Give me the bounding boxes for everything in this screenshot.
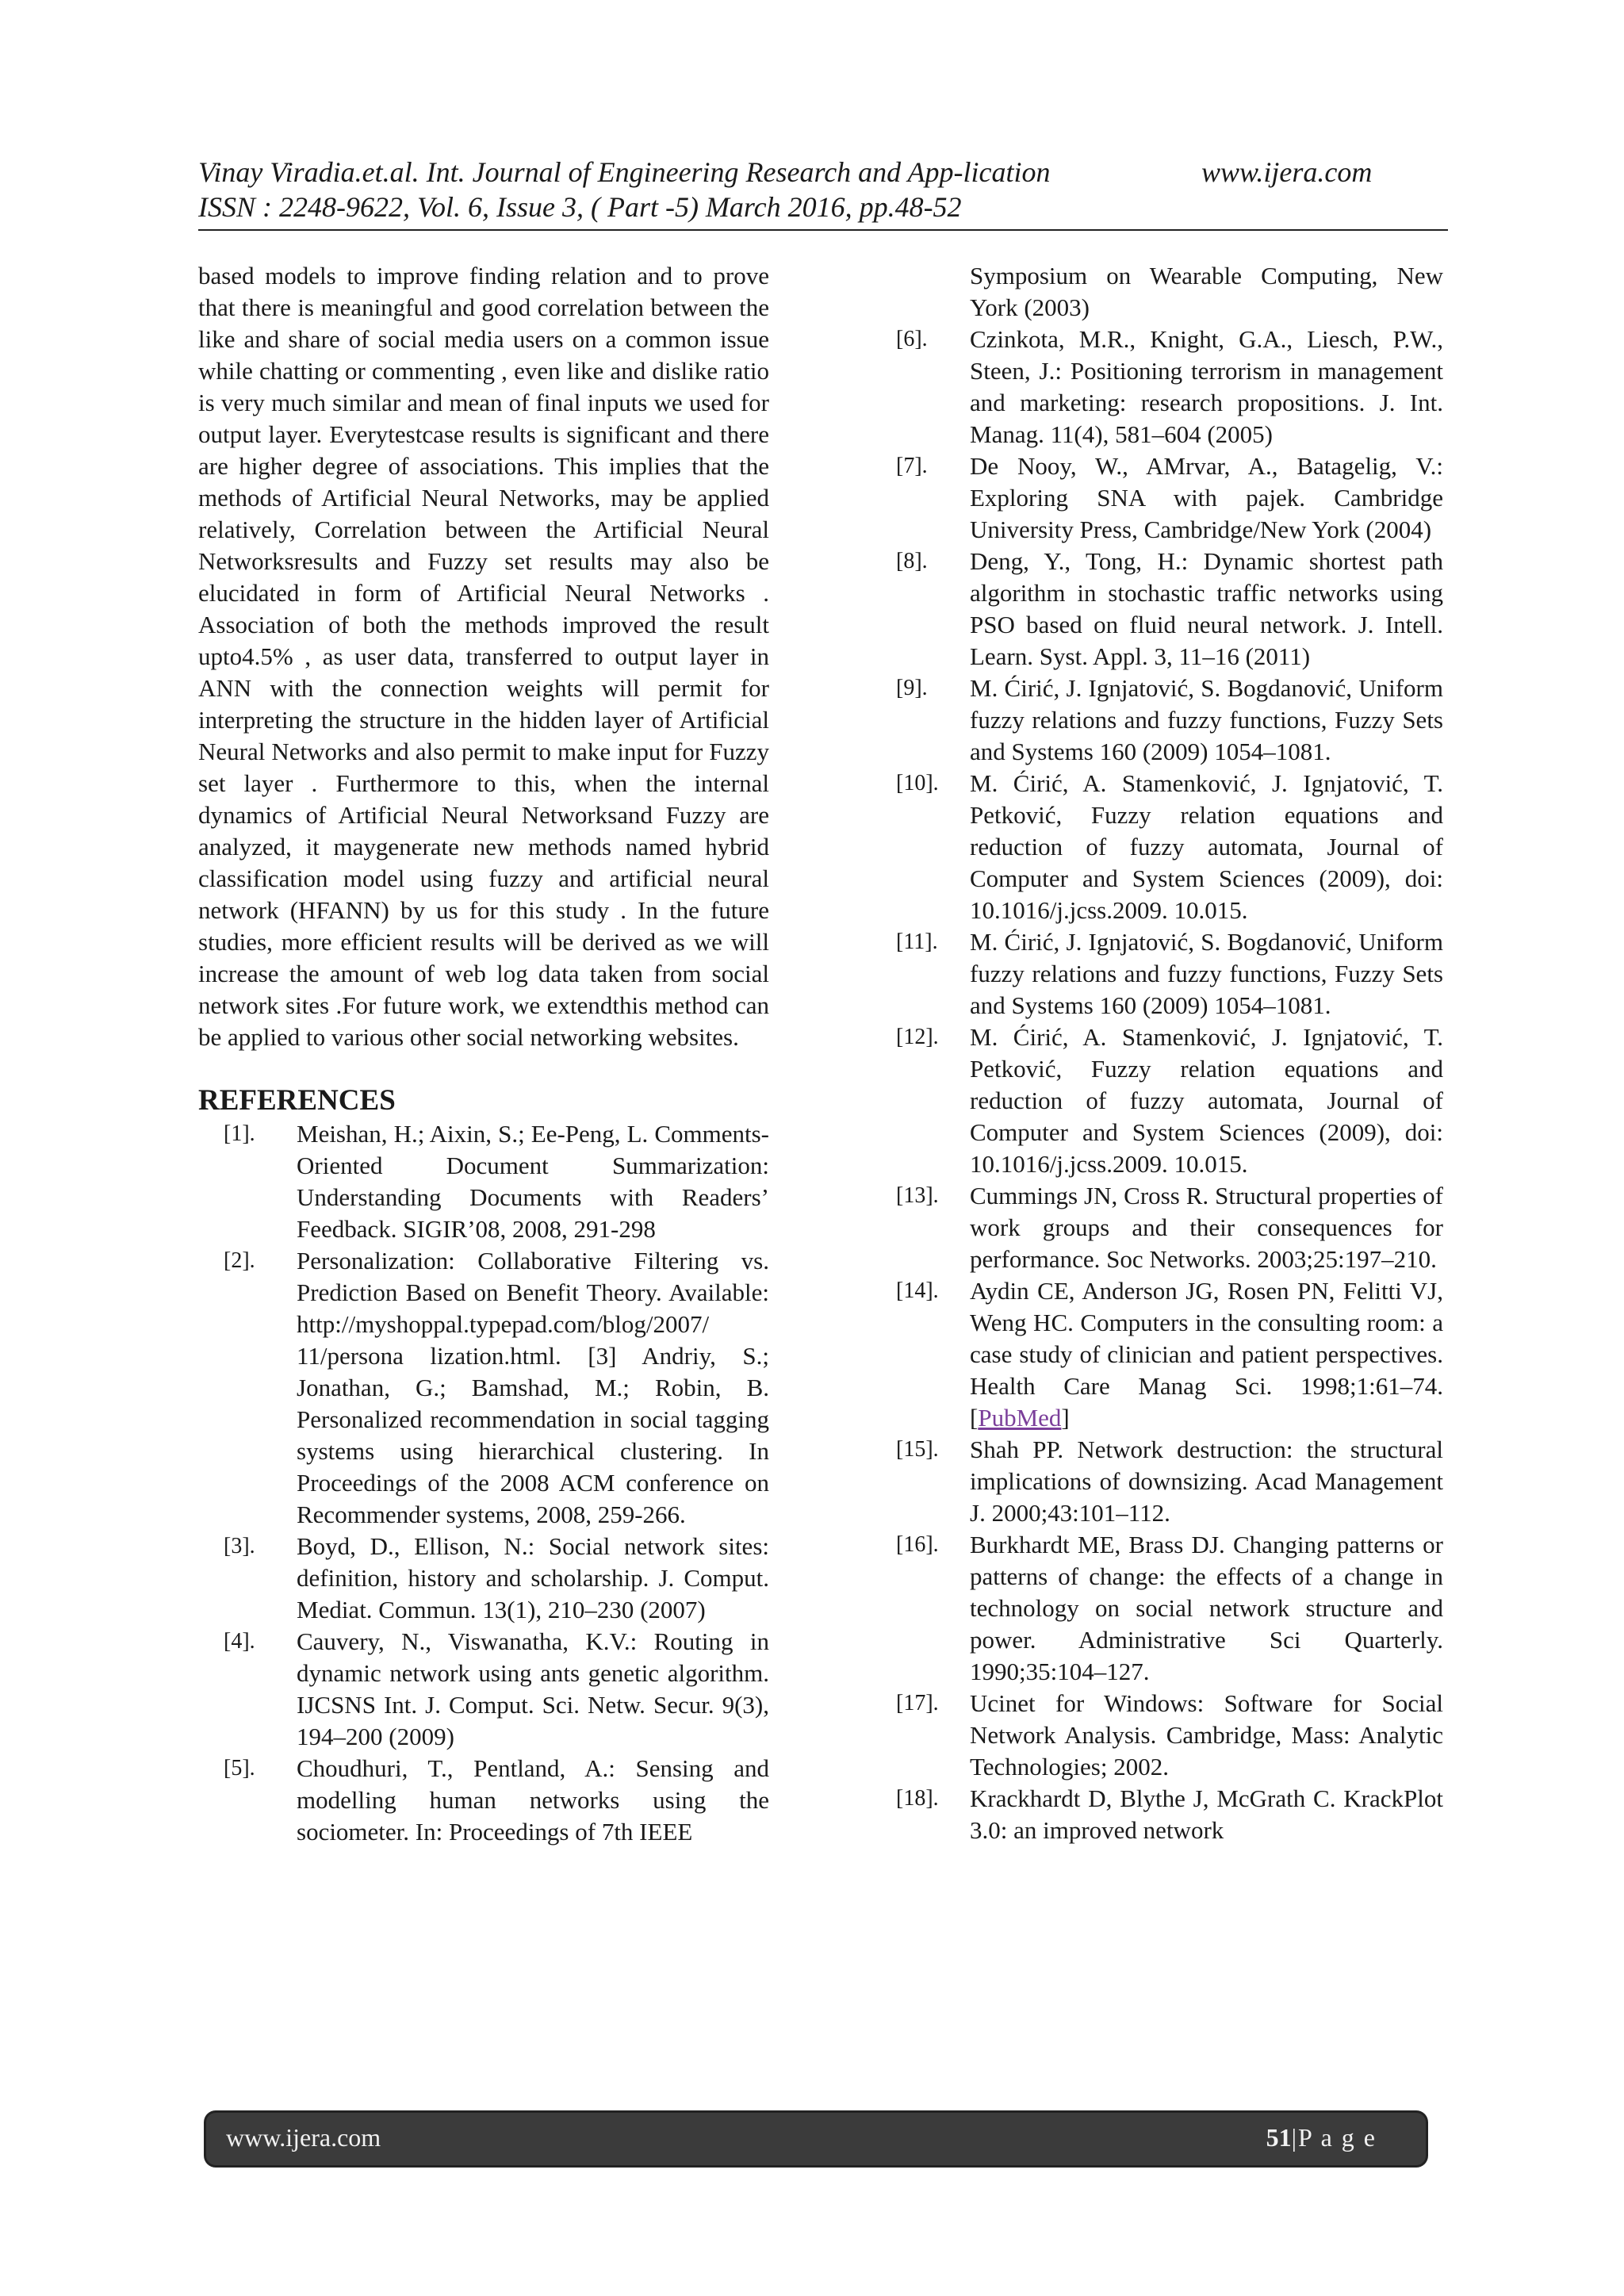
reference-number: [13]. — [896, 1183, 939, 1208]
reference-text — [970, 1275, 1443, 1434]
conclusion-paragraph: based models to improve finding relation and to prove that there is meaningful and good correlation between the like and share of social media users on a common issue while chatting or commenting , even like and dislike ratio is very much similar and mean of final inputs we used for output layer. Everytestcase results is significant and there are higher degree of associations. This implies that the methods of Artificial Neural Networks, may be applied relatively, Correlation between the Artificial Neural Networksresults and Fuzzy set results may also be elucidated in form of Artificial Neural Networks . Association of both the methods improved the result upto4.5% , as user data, transferred to output layer in ANN with the connection weights will permit for interpreting the structure in the hidden layer of Artificial Neural Networks and also permit to make input for Fuzzy set layer . Furthermore to this, when the internal dynamics of Artificial Neural Networksand Fuzzy are analyzed, it maygenerate new methods named hybrid classification model using fuzzy and artificial neural network (HFANN) by us for this study . In the future studies, more efficient results will be derived as we will increase the amount of web log data taken from social network sites .For future work, we extendthis method can be applied to various other social networking websites. — [198, 262, 769, 1051]
reference-text: Shah PP. Network destruction: the structural implications of downsizing. Acad Management J. 2000;43:101–112. — [970, 1435, 1443, 1527]
reference-item — [896, 1688, 1443, 1783]
reference-text: M. Ćirić, A. Stamenković, J. Ignjatović, T. Petković, Fuzzy relation equations and reduction of fuzzy automata, Journal of Computer and System Sciences (2009), doi: 10.1016/j.jcss.2009. 10.015. — [970, 769, 1443, 924]
reference-item — [198, 1245, 769, 1531]
reference-number: [6]. — [896, 327, 928, 351]
issn-line: ISSN : 2248-9622, Vol. 6, Issue 3, ( Part -5) March 2016, pp.48-52 — [198, 191, 962, 223]
reference-text: Burkhardt ME, Brass DJ. Changing patterns or patterns of change: the effects of a change in technology on social network structure and power. Administrative Sci Quarterly. 1990;35:104–127. — [970, 1531, 1443, 1685]
reference-text: M. Ćirić, J. Ignjatović, S. Bogdanović, Uniform fuzzy relations and fuzzy functions, Fuzzy Sets and Systems 160 (2009) 1054–1081. — [970, 674, 1443, 765]
reference-text: Czinkota, M.R., Knight, G.A., Liesch, P.W., Steen, J.: Positioning terrorism in management and marketing: research propositions. J. Int. Manag. 11(4), 581–604 (2005) — [970, 325, 1443, 448]
footer-page-number — [1266, 2123, 1377, 2152]
reference-item — [198, 1531, 769, 1626]
reference-number: [15]. — [896, 1437, 939, 1462]
reference-text: Ucinet for Windows: Software for Social Network Analysis. Cambridge, Mass: Analytic Technologies; 2002. — [970, 1689, 1443, 1780]
reference-item — [896, 1783, 1443, 1846]
reference-text: Symposium on Wearable Computing, New York (2003) — [970, 262, 1443, 321]
reference-number: [11]. — [896, 930, 938, 954]
reference-item — [896, 1434, 1443, 1529]
reference-text: M. Ćirić, A. Stamenković, J. Ignjatović, T. Petković, Fuzzy relation equations and reduction of fuzzy automata, Journal of Computer and System Sciences (2009), doi: 10.1016/j.jcss.2009. 10.015. — [970, 1023, 1443, 1178]
reference-item — [198, 1753, 769, 1848]
reference-number: [5]. — [224, 1756, 255, 1780]
footer-website[interactable]: www.ijera.com — [226, 2123, 381, 2152]
reference-text: Cummings JN, Cross R. Structural properties of work groups and their consequences for performance. Soc Networks. 2003;25:197–210. — [970, 1182, 1443, 1273]
reference-number: [1]. — [224, 1121, 255, 1146]
reference-continuation — [896, 260, 1443, 324]
reference-text: Cauvery, N., Viswanatha, K.V.: Routing in dynamic network using ants genetic algorithm. IJCSNS Int. J. Comput. Sci. Netw. Secur. 9(3), 194–200 (2009) — [297, 1627, 769, 1750]
page-label: |P a g e — [1291, 2123, 1377, 2152]
reference-text: Meishan, H.; Aixin, S.; Ee-Peng, L. Comments- Oriented Document Summarization: Understanding Documents with Readers’ Feedback. SIGIR’08, 2008, 291-298 — [297, 1120, 769, 1243]
reference-number: [18]. — [896, 1786, 939, 1811]
reference-number: [10]. — [896, 771, 939, 795]
reference-bracket: ] — [1061, 1404, 1070, 1432]
reference-number: [3]. — [224, 1534, 255, 1558]
reference-item — [198, 1626, 769, 1753]
reference-text: Boyd, D., Ellison, N.: Social network sites: definition, history and scholarship. J. Comput. Mediat. Commun. 13(1), 210–230 (2007) — [297, 1532, 769, 1623]
journal-website[interactable]: www.ijera.com — [1201, 156, 1373, 188]
reference-text: Krackhardt D, Blythe J, McGrath C. KrackPlot 3.0: an improved network — [970, 1784, 1443, 1844]
reference-body: Aydin CE, Anderson JG, Rosen PN, Felitti VJ, Weng HC. Computers in the consulting room: a case study of clinician and patient perspectives. Health Care Manag Sci. 1998;1:61–74. [ — [970, 1277, 1443, 1432]
reference-number: [7]. — [896, 454, 928, 478]
reference-item — [896, 450, 1443, 546]
page-number: 51 — [1266, 2123, 1292, 2152]
reference-item — [896, 1529, 1443, 1688]
reference-text: De Nooy, W., AMrvar, A., Batagelig, V.: Exploring SNA with pajek. Cambridge University Press, Cambridge/New York (2004) — [970, 452, 1443, 543]
reference-item — [896, 673, 1443, 768]
reference-number: [2]. — [224, 1248, 255, 1273]
reference-item — [896, 768, 1443, 926]
page-footer — [206, 2113, 1426, 2165]
reference-number: [16]. — [896, 1532, 939, 1557]
reference-item — [198, 1118, 769, 1245]
reference-number: [12]. — [896, 1025, 939, 1049]
reference-number: [14]. — [896, 1278, 939, 1303]
reference-item — [896, 324, 1443, 450]
reference-text: Personalization: Collaborative Filtering vs. Prediction Based on Benefit Theory. Available: http://myshoppal.typepad.com/blog/2007/ 11/persona lization.html. [3] Andriy, S.; Jonathan, G.; Bamshad, M.; Robin, B. Personalized recommendation in social tagging systems using hierarchical clustering. In Proceedings of the 2008 ACM conference on Recommender systems, 2008, 259-266. — [297, 1247, 769, 1528]
journal-title: Vinay Viradia.et.al. Int. Journal of Engineering Research and App-lication — [198, 156, 1051, 188]
references-heading: REFERENCES — [198, 1084, 396, 1117]
header-divider — [198, 229, 1448, 231]
journal-citation-line — [198, 155, 1447, 190]
reference-text: Deng, Y., Tong, H.: Dynamic shortest path algorithm in stochastic traffic networks using PSO based on fluid neural network. J. Intell. Learn. Syst. Appl. 3, 11–16 (2011) — [970, 547, 1443, 670]
reference-item — [896, 546, 1443, 673]
reference-text: M. Ćirić, J. Ignjatović, S. Bogdanović, Uniform fuzzy relations and fuzzy functions, Fuzzy Sets and Systems 160 (2009) 1054–1081. — [970, 928, 1443, 1019]
left-column — [198, 260, 769, 1848]
reference-item — [896, 1022, 1443, 1180]
reference-item — [896, 1275, 1443, 1434]
reference-number: [9]. — [896, 676, 928, 700]
right-column — [896, 260, 1443, 1846]
reference-item — [896, 926, 1443, 1022]
reference-number: [8]. — [896, 549, 928, 573]
reference-item — [896, 1180, 1443, 1275]
pubmed-link[interactable]: PubMed — [978, 1404, 1062, 1432]
reference-number: [17]. — [896, 1691, 939, 1715]
reference-number: [4]. — [224, 1629, 255, 1654]
page-header — [198, 155, 1447, 224]
reference-text: Choudhuri, T., Pentland, A.: Sensing and modelling human networks using the sociometer. In: Proceedings of 7th IEEE — [297, 1754, 769, 1846]
